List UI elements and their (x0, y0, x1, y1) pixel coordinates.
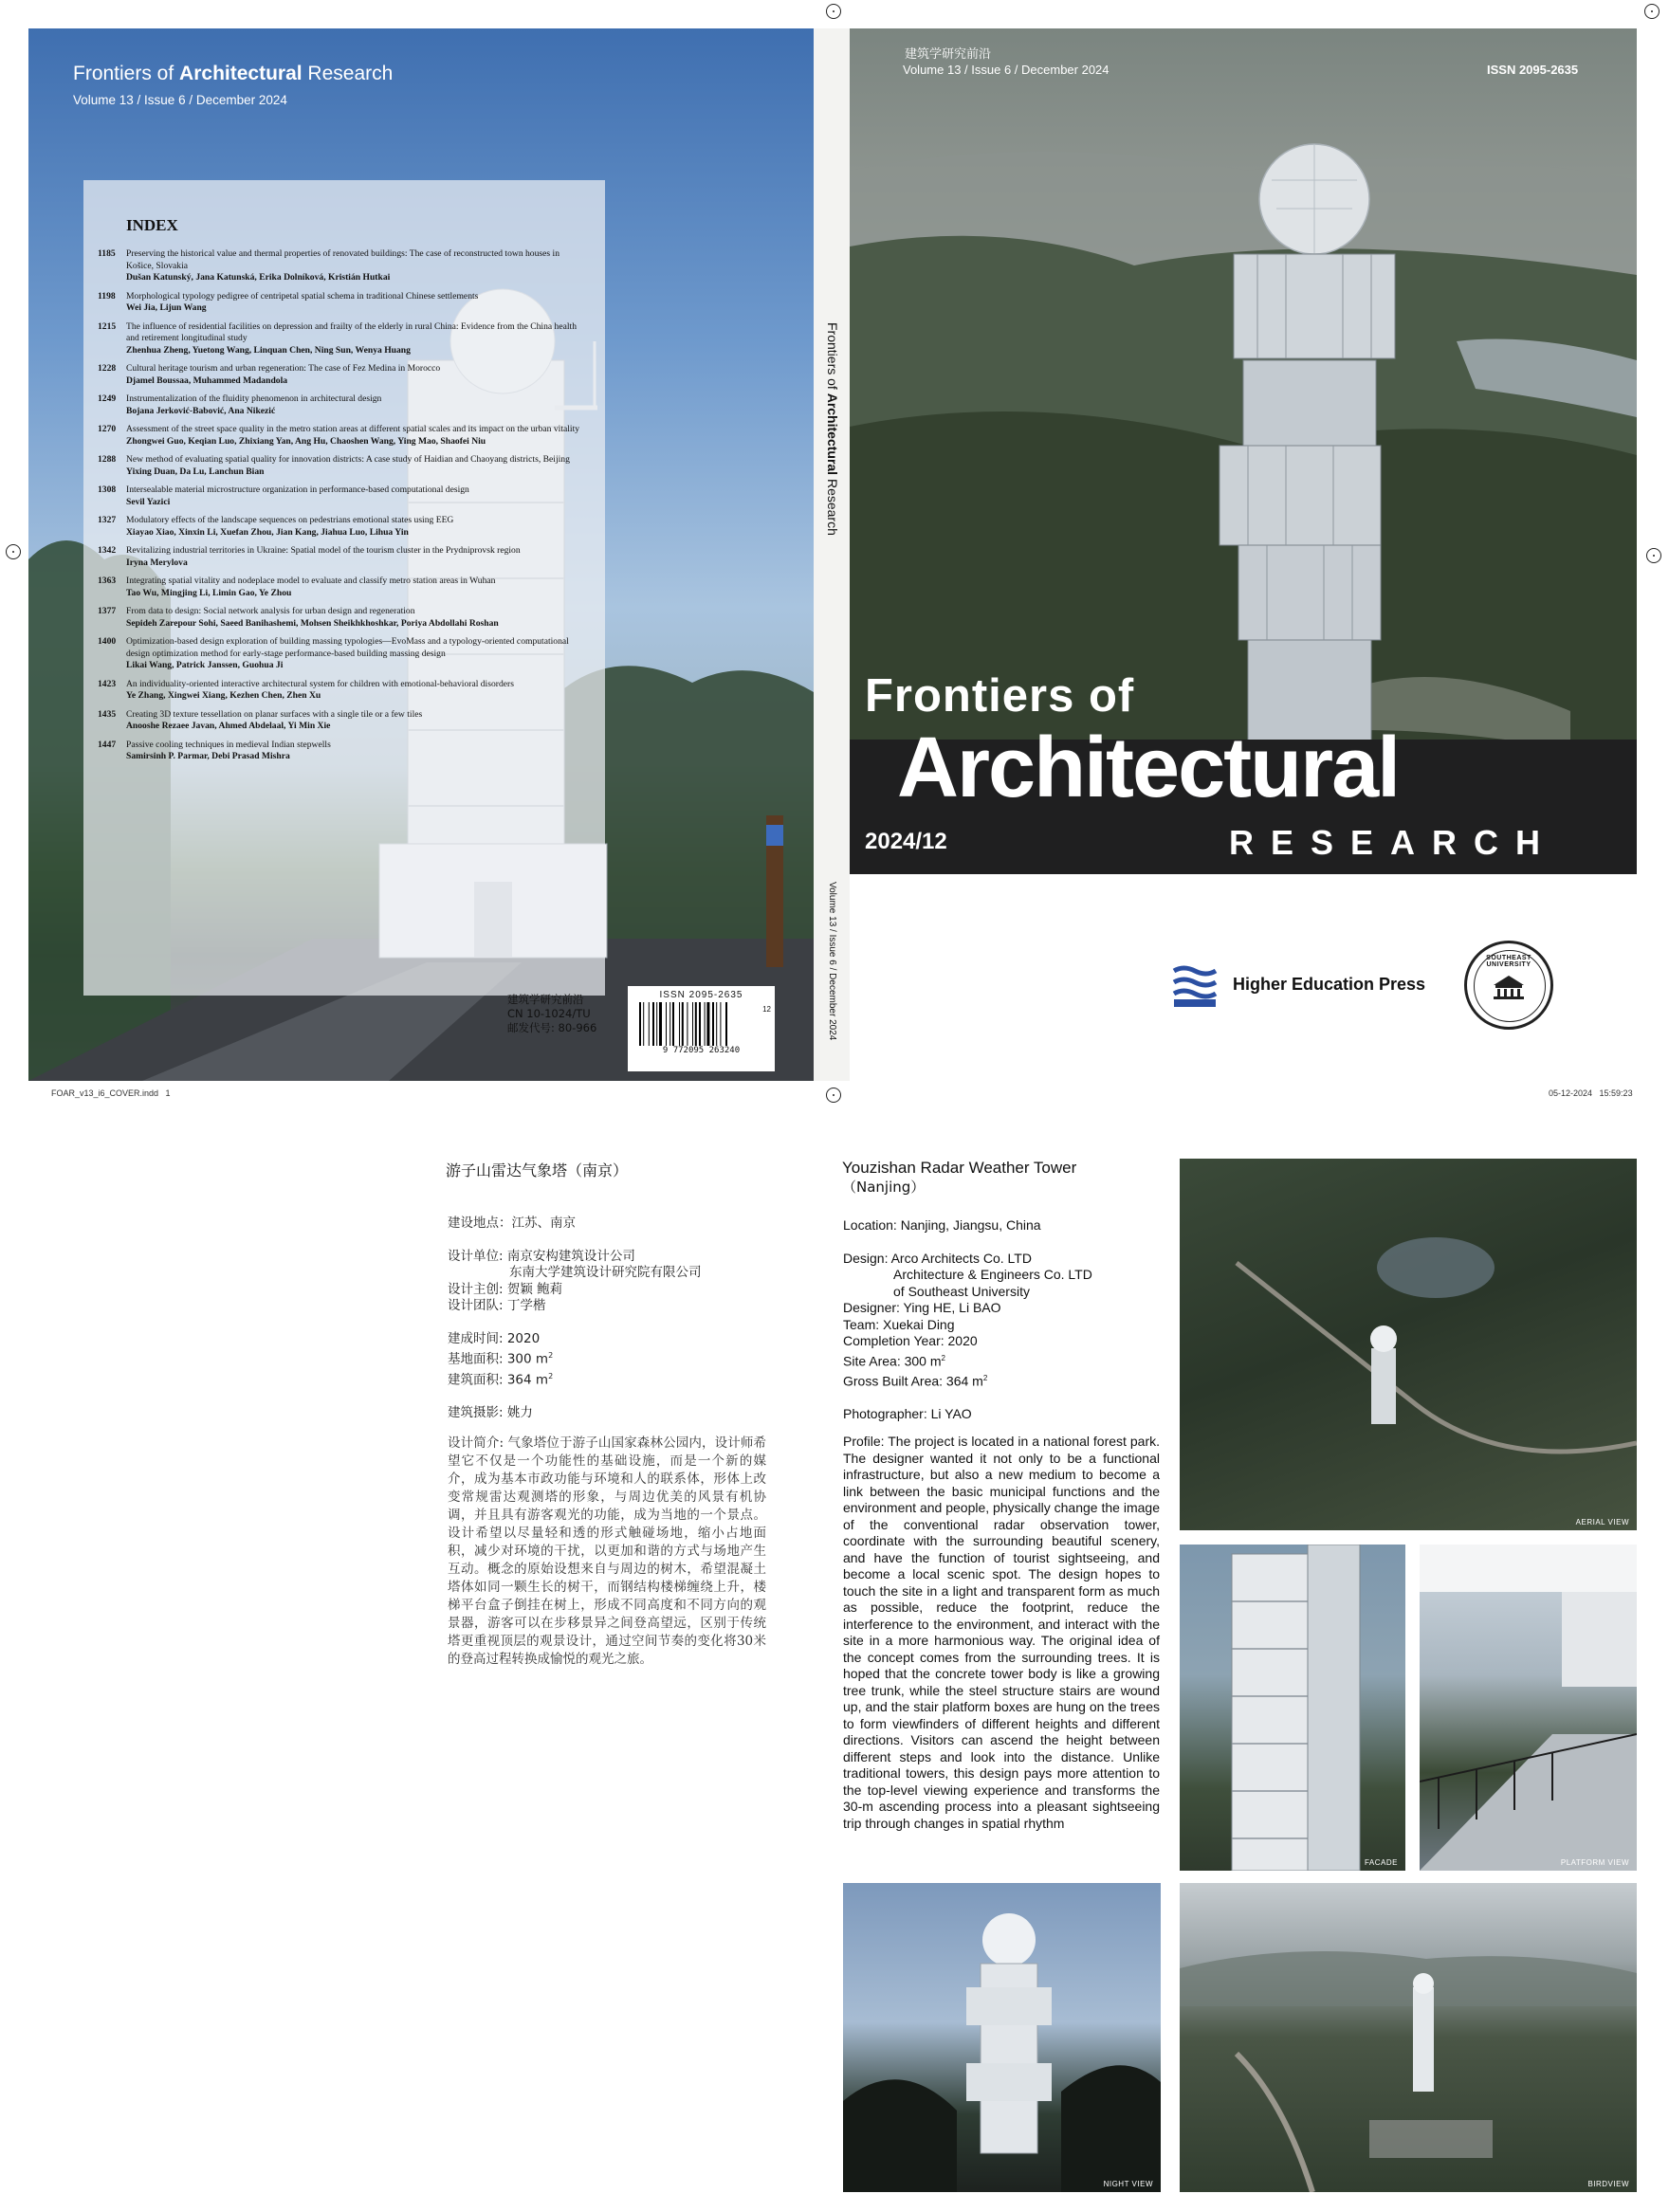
barcode-bar (643, 1002, 644, 1046)
index-item-body (126, 576, 495, 599)
index-item-authors: Dušan Katunský, Jana Katunská, Erika Dolníková, Kristián Hutkai (126, 272, 391, 283)
index-item-authors: Ye Zhang, Xingwei Xiang, Kezhen Chen, Zhen Xu (126, 690, 321, 701)
index-item-title: Integrating spatial vitality and nodeplace model to evaluate and classify metro station areas in Wuhan (126, 576, 496, 586)
index-item-body (126, 709, 422, 733)
index-item-body (126, 393, 381, 417)
barcode-number: 9 772095 263240 (662, 1046, 741, 1055)
index-item-body (126, 454, 570, 478)
spine-title (825, 322, 840, 536)
index-item-page: 1435 (98, 708, 117, 720)
print-timestamp: 05-12-2024 15:59:23 (1549, 1088, 1633, 1098)
en-built-area (843, 1370, 1092, 1390)
barcode-bar (666, 1002, 667, 1046)
index-item-authors: Sepideh Zarepour Sohi, Saeed Banihashemi, Mohsen Sheikhkhoshkar, Poriya Abdollahi Roshan (126, 617, 499, 629)
index-item-title: Intersealable material microstructure organization in performance-based computational design (126, 484, 469, 495)
front-title-line3: RESEARCH (1229, 823, 1558, 862)
index-item-authors: Djamel Boussaa, Muhammed Madandola (126, 375, 288, 386)
cn-site-area-sup: 2 (548, 1351, 554, 1360)
index-item (98, 576, 588, 599)
en-article-meta (843, 1217, 1092, 1422)
barcode-bar (704, 1002, 705, 1046)
index-item-page: 1249 (98, 393, 117, 404)
index-item-title: An individuality-oriented interactive architectural system for children with emotional-behavioral disorders (126, 678, 514, 689)
barcode-bar (712, 1002, 714, 1046)
index-item (98, 424, 588, 448)
index-item-page: 1288 (98, 454, 117, 465)
en-photographer: Photographer: Li YAO (843, 1405, 972, 1421)
photo-birdview (1180, 1883, 1637, 2192)
index-item (98, 248, 588, 284)
index-item-page: 1228 (98, 363, 117, 374)
cn-site-area-text: 基地面积: 300 m (448, 1351, 549, 1367)
barcode-bar (716, 1002, 717, 1046)
index-item-authors: Samirsinh P. Parmar, Debi Prasad Mishra (126, 751, 290, 761)
cn-year: 建成时间: 2020 (448, 1330, 541, 1346)
back-journal-title-prefix: Frontiers of (73, 63, 180, 84)
back-cover (28, 28, 814, 1081)
front-issue-line: Volume 13 / Issue 6 / December 2024 (903, 63, 1110, 77)
barcode-bar (681, 1002, 683, 1046)
en-site-area-text: Site Area: 300 m (843, 1353, 942, 1369)
index-item-title: Modulatory effects of the landscape sequences on pedestrians emotional states using EEG (126, 515, 454, 525)
barcode-bar (692, 1002, 693, 1046)
spine-title-bold: Architectural (825, 393, 840, 476)
index-item-authors: Zhongwei Guo, Keqian Luo, Zhixiang Yan, Ang Hu, Chaoshen Wang, Ying Mao, Shaofei Niu (126, 435, 486, 447)
barcode-bar (720, 1002, 721, 1046)
spine (814, 28, 850, 1081)
spine-title-prefix: Frontiers of (825, 322, 840, 393)
en-title-line1: Youzishan Radar Weather Tower (842, 1159, 1077, 1177)
index-item-page: 1342 (98, 545, 117, 556)
caption-bird: BIRDVIEW (1587, 2180, 1629, 2188)
spine-issue: Volume 13 / Issue 6 / December 2024 (827, 882, 837, 1041)
index-item-title: Cultural heritage tourism and urban regeneration: The case of Fez Medina in Morocco (126, 363, 441, 374)
index-item-title: Passive cooling techniques in medieval Indian stepwells (126, 739, 331, 750)
index-item-body (126, 363, 440, 387)
cn-team: 设计团队: 丁学楷 (448, 1298, 546, 1313)
barcode-bar (706, 1002, 709, 1046)
index-item (98, 636, 588, 672)
index-item-title: Morphological typology pedigree of centripetal spatial schema in traditional Chinese settlements (126, 290, 479, 302)
back-journal-title-bold: Architectural (179, 63, 303, 84)
back-journal-title (73, 63, 393, 85)
cn-profile: 设计简介: 气象塔位于游子山国家森林公园内，设计师希望它不仅是一个功能性的基础设施，而是一个新的媒介，成为基本市政功能与环境和人的联系体，形体上改变常规雷达观测塔的形象，与周边优美的风景有机协调，并且具有游客观光的功能，成为当地的一个景点。设计希望以尽量轻和透的形式触碰场地，缩小占地面积，减少对环境的干扰，以更加和谐的方式与场地产生互动。概念的原始设想来自与周边的树木，希望混凝土塔体如同一颗生长的树干，而钢结构楼梯缠绕上升，楼梯平台盒子倒挂在树上，形成不同高度和不同方向的观景器，游客可以在步移景异之间登高望远，区别于传统塔更重视顶层的观景设计，通过空间节奏的变化将30米的登高过程转换成愉悦的观光之旅。 (448, 1435, 766, 1667)
index-item-title: Instrumentalization of the fluidity phenomenon in architectural design (126, 393, 382, 404)
index-item (98, 515, 588, 539)
front-cover (850, 28, 1637, 874)
index-item (98, 363, 588, 387)
back-cn-number: CN 10-1024/TU (507, 1007, 591, 1020)
index-item-body (126, 636, 588, 672)
index-item-title: Preserving the historical value and thermal properties of renovated buildings: The case of reconstructed town houses in Košice, Slovakia (126, 248, 559, 271)
index-item (98, 321, 588, 357)
index-item-authors: Zhenhua Zheng, Yuetong Wang, Linquan Chen, Ning Sun, Wenya Huang (126, 344, 411, 356)
front-issn: ISSN 2095-2635 (1487, 63, 1579, 77)
index-item-body (126, 515, 453, 539)
index-item-page: 1377 (98, 606, 117, 616)
crop-mark-left (6, 544, 21, 559)
spine-title-suffix: Research (825, 475, 840, 536)
cn-location: 建设地点：江苏、南京 (448, 1216, 576, 1231)
index-item-body (126, 484, 469, 508)
cn-built-area (448, 1368, 702, 1389)
photo-platform-view (1420, 1545, 1637, 1871)
index-item (98, 606, 588, 630)
southeast-university-seal (1464, 941, 1553, 1030)
back-postal-code: 邮发代号: 80-966 (507, 1021, 597, 1034)
caption-aerial: AERIAL VIEW (1575, 1518, 1629, 1526)
index-item-body (126, 291, 478, 315)
index-item-title: The influence of residential facilities on depression and frailty of the elderly in rural China: Evidence from the China health and retirement longitudinal study (126, 320, 577, 343)
photo-aerial-view (1180, 1159, 1637, 1530)
front-cn-title: 建筑学研究前沿 (905, 47, 992, 62)
back-journal-title-suffix: Research (302, 63, 394, 84)
caption-facade: FACADE (1364, 1858, 1398, 1867)
crop-mark-right (1646, 548, 1661, 563)
index-item-page: 1423 (98, 678, 117, 689)
back-cn-title: 建筑学研究前沿 (507, 993, 584, 1006)
cn-article-meta (448, 1216, 702, 1422)
index-item-title: Optimization-based design exploration of building massing typologies—EvoMass and a typology-oriented computational design optimization method for early-stage performance-based building massing design (126, 636, 569, 659)
barcode-icon (635, 1002, 768, 1048)
barcode-bar (639, 1002, 641, 1046)
cn-designer: 设计主创: 贺颖 鲍莉 (448, 1281, 563, 1297)
index-item-page: 1400 (98, 636, 117, 647)
en-site-area-sup: 2 (941, 1353, 945, 1362)
en-title-line2: （Nanjing） (842, 1179, 926, 1196)
index-item-body (126, 321, 588, 357)
barcode-bar (652, 1002, 654, 1046)
publisher-name: Higher Education Press (1233, 975, 1426, 994)
index-item (98, 740, 588, 763)
crop-mark-bottom-center (826, 1088, 841, 1103)
cn-article-title: 游子山雷达气象塔（南京） (446, 1161, 629, 1179)
index-item-authors: Tao Wu, Mingjing Li, Limin Gao, Ye Zhou (126, 587, 292, 598)
index-item-body (126, 248, 588, 284)
index-item-authors: Xiayao Xiao, Xinxin Li, Xuefan Zhou, Jian Kang, Jiahua Luo, Lihua Yin (126, 526, 409, 538)
index-item-authors: Bojana Jerković-Babović, Ana Nikezić (126, 405, 276, 416)
en-design-2: Architecture & Engineers Co. LTD (893, 1267, 1092, 1282)
index-item-page: 1198 (98, 290, 116, 302)
front-date-code: 2024/12 (865, 829, 947, 854)
barcode-bar (648, 1002, 649, 1046)
index-item (98, 393, 588, 417)
index-item (98, 291, 588, 315)
index-title: INDEX (126, 216, 178, 234)
barcode-bar (694, 1002, 696, 1046)
cn-design-unit-2: 东南大学建筑设计研究院有限公司 (509, 1265, 702, 1280)
photo-facade (1180, 1545, 1405, 1871)
index-item-title: Assessment of the street space quality in the metro station areas at different spatial scales and its impact on the urban vitality (126, 424, 580, 434)
index-item-title: New method of evaluating spatial quality for innovation districts: A case study of Haidian and Chaoyang districts, Beijing (126, 454, 570, 465)
en-design-3: of Southeast University (893, 1283, 1030, 1299)
index-item-body (126, 606, 499, 630)
barcode-bar (699, 1002, 701, 1046)
index-item-authors: Wei Jia, Lijun Wang (126, 302, 207, 313)
index-item-authors: Anooshe Rezaee Javan, Ahmed Abdelaal, Yi Min Xie (126, 721, 331, 731)
seal-text: SOUTHEAST UNIVERSITY (1486, 955, 1531, 968)
barcode-bar (659, 1002, 662, 1046)
cn-site-area (448, 1347, 702, 1368)
en-site-area (843, 1350, 1092, 1370)
index-item-authors: Likai Wang, Patrick Janssen, Guohua Ji (126, 660, 284, 670)
cn-design-unit: 设计单位: 南京安构建筑设计公司 (448, 1248, 635, 1264)
index-item (98, 709, 588, 733)
en-team: Team: Xuekai Ding (843, 1316, 955, 1332)
cn-built-area-sup: 2 (548, 1372, 554, 1380)
barcode-bar (687, 1002, 688, 1046)
index-item-page: 1363 (98, 576, 117, 586)
barcode-bar (725, 1002, 727, 1046)
index-item-body (126, 679, 514, 703)
front-title-line2: Architectural (897, 721, 1400, 815)
en-profile: Profile: The project is located in a national forest park. The designer wanted it not only to be a functional infrastructure, but also a new medium to become a link between the basic municipal functions and the environment and people, physically change the image of the conventional radar observation tower, coordinate with the surrounding beautiful scenery, and have the function of tourist sightseeing, and become a local scenic spot. The design hopes to touch the site in a light and transparent form as much as possible, reduce the footprint, reduce the interference to the environment, and interact with the site in a more harmonious way. The original idea of the concept comes from the surrounding trees. It is hoped that the concrete tower body is like a growing tree trunk, while the steel structure stairs are wound up, and the stair platform boxes are hung on the trees to form viewfinders of different heights and different directions. Visitors can ascend the height between different steps and look into the distance. Unlike traditional towers, this design pays more attention to the top-level viewing experience and transforms the 30-m ascending process into a pleasant sightseeing trip through changes in spatial rhythm (843, 1434, 1160, 1831)
back-issue-line: Volume 13 / Issue 6 / December 2024 (73, 93, 287, 107)
index-item-title: Revitalizing industrial territories in Ukraine: Spatial model of the tourism cluster in the Prydniprovsk region (126, 545, 521, 556)
en-location: Location: Nanjing, Jiangsu, China (843, 1217, 1041, 1233)
index-item-title: From data to design: Social network analysis for urban design and regeneration (126, 606, 415, 616)
crop-mark-top-center (826, 4, 841, 19)
photo-night-view (843, 1883, 1161, 2192)
barcode-addon: 12 (762, 1005, 771, 1014)
print-file-info: FOAR_v13_i6_COVER.indd 1 (51, 1088, 171, 1098)
index-list (83, 248, 605, 770)
index-item-page: 1185 (98, 248, 116, 259)
caption-platform: PLATFORM VIEW (1560, 1858, 1629, 1867)
cn-built-area-text: 建筑面积: 364 m (448, 1372, 549, 1388)
index-item (98, 484, 588, 508)
caption-night: NIGHT VIEW (1103, 2180, 1153, 2188)
index-item-authors: Yixing Duan, Da Lu, Lanchun Bian (126, 466, 265, 477)
index-item-body (126, 740, 331, 763)
front-cover-publisher-area (850, 874, 1637, 1081)
en-built-area-sup: 2 (982, 1373, 988, 1382)
cn-photographer: 建筑摄影: 姚力 (448, 1405, 533, 1420)
index-panel (83, 180, 605, 996)
index-item-authors: Iryna Merylova (126, 557, 188, 568)
index-item-page: 1215 (98, 320, 117, 332)
barcode-issn: ISSN 2095-2635 (659, 990, 743, 1000)
en-article-title (842, 1158, 1076, 1197)
index-item (98, 679, 588, 703)
index-item-title: Creating 3D texture tessellation on planar surfaces with a single tile or a few tiles (126, 708, 423, 720)
barcode-bar (669, 1002, 670, 1046)
en-built-area-text: Gross Built Area: 364 m (843, 1373, 983, 1389)
index-item (98, 545, 588, 569)
barcode-bar (656, 1002, 657, 1046)
index-item-page: 1327 (98, 515, 117, 525)
index-item (98, 454, 588, 478)
index-item-body (126, 424, 579, 448)
index-item-page: 1270 (98, 424, 117, 434)
front-title-line1: Frontiers of (865, 670, 1135, 722)
en-design: Design: Arco Architects Co. LTD (843, 1250, 1032, 1266)
barcode-bar (679, 1002, 680, 1046)
crop-mark-top-right (1644, 4, 1660, 19)
index-item-page: 1447 (98, 739, 117, 750)
hep-logo-icon (1170, 961, 1220, 1011)
en-designer: Designer: Ying HE, Li BAO (843, 1300, 1001, 1315)
barcode-bar (672, 1002, 674, 1046)
back-cn-lines (507, 993, 596, 1035)
en-year: Completion Year: 2020 (843, 1333, 978, 1348)
barcode-block (628, 986, 775, 1071)
index-item-page: 1308 (98, 484, 117, 495)
index-item-body (126, 545, 521, 569)
index-item-authors: Sevil Yazici (126, 496, 171, 507)
seal-building-icon (1492, 974, 1526, 1000)
